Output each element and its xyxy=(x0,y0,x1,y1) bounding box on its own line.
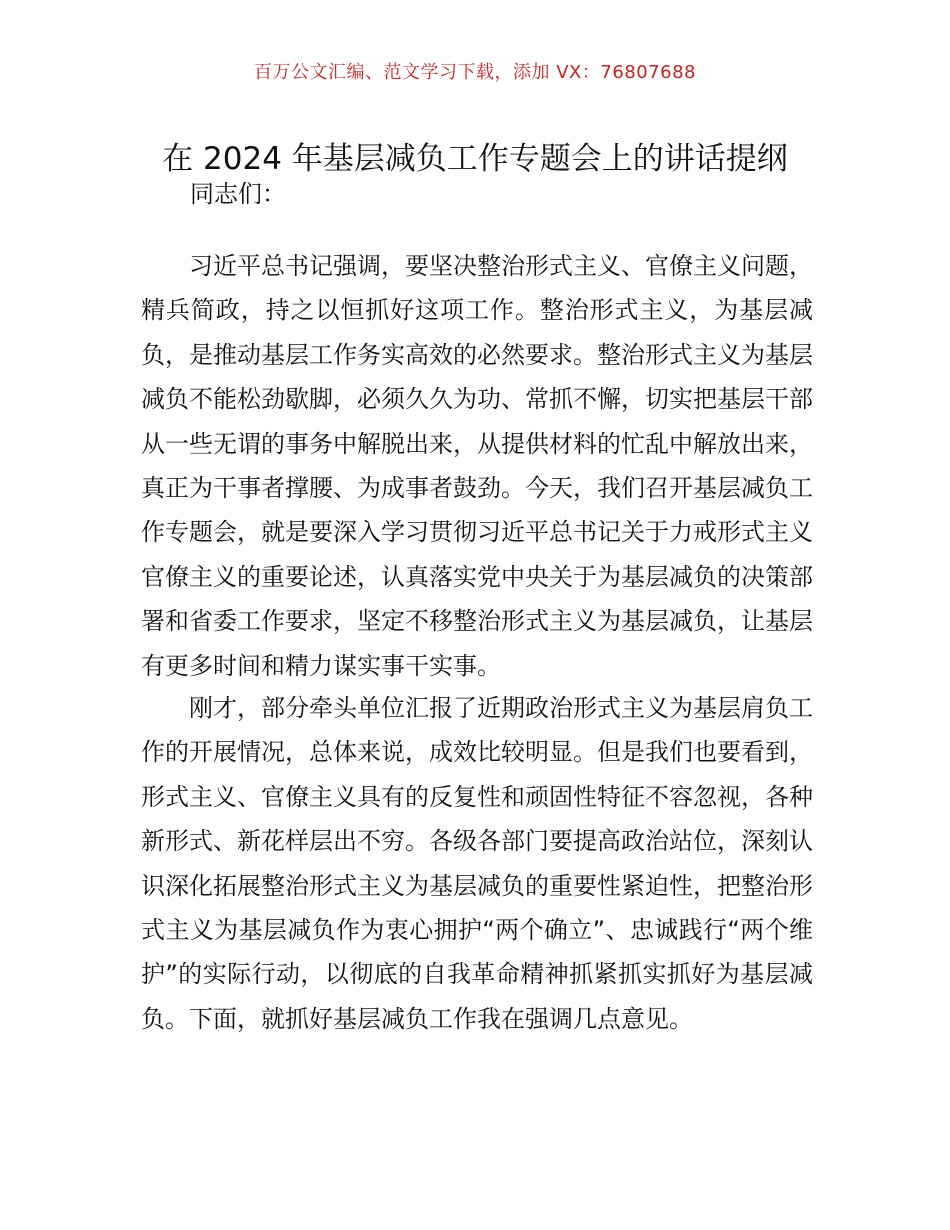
salutation: 同志们： xyxy=(190,180,286,208)
body-paragraph-1: 习近平总书记强调，要坚决整治形式主义、官僚主义问题，精兵简政，持之以恒抓好这项工作。整治形式主义，为基层减负，是推动基层工作务实高效的必然要求。整治形式主义为基层减负不能松劲歇脚，必须久久为功、常抓不懈，切实把基层干部从一些无谓的事务中解脱出来，从提供材料的忙乱中解放出来，真正为干事者撑腰、为成事者鼓劲。今天，我们召开基层减负工作专题会，就是要深入学习贯彻习近平总书记关于力戒形式主义官僚主义的重要论述，认真落实党中央关于为基层减负的决策部署和省委工作要求，坚定不移整治形式主义为基层减负，让基层有更多时间和精力谋实事干实事。 xyxy=(141,252,813,680)
document-title: 在 2024 年基层减负工作专题会上的讲话提纲 xyxy=(162,140,788,177)
header-watermark-note: 百万公文汇编、范文学习下载，添加 VX：76807688 xyxy=(254,62,696,83)
body-paragraph-2: 刚才，部分牵头单位汇报了近期政治形式主义为基层肩负工作的开展情况，总体来说，成效比较明显。但是我们也要看到，形式主义、官僚主义具有的反复性和顽固性特征不容忽视，各种新形式、新花样层出不穷。各级各部门要提高政治站位，深刻认识深化拓展整治形式主义为基层减负的重要性紧迫性，把整治形式主义为基层减负作为衷心拥护“两个确立”、忠诚践行“两个维护”的实际行动，以彻底的自我革命精神抓紧抓实抓好为基层减负。下面，就抓好基层减负工作我在强调几点意见。 xyxy=(141,694,813,1033)
